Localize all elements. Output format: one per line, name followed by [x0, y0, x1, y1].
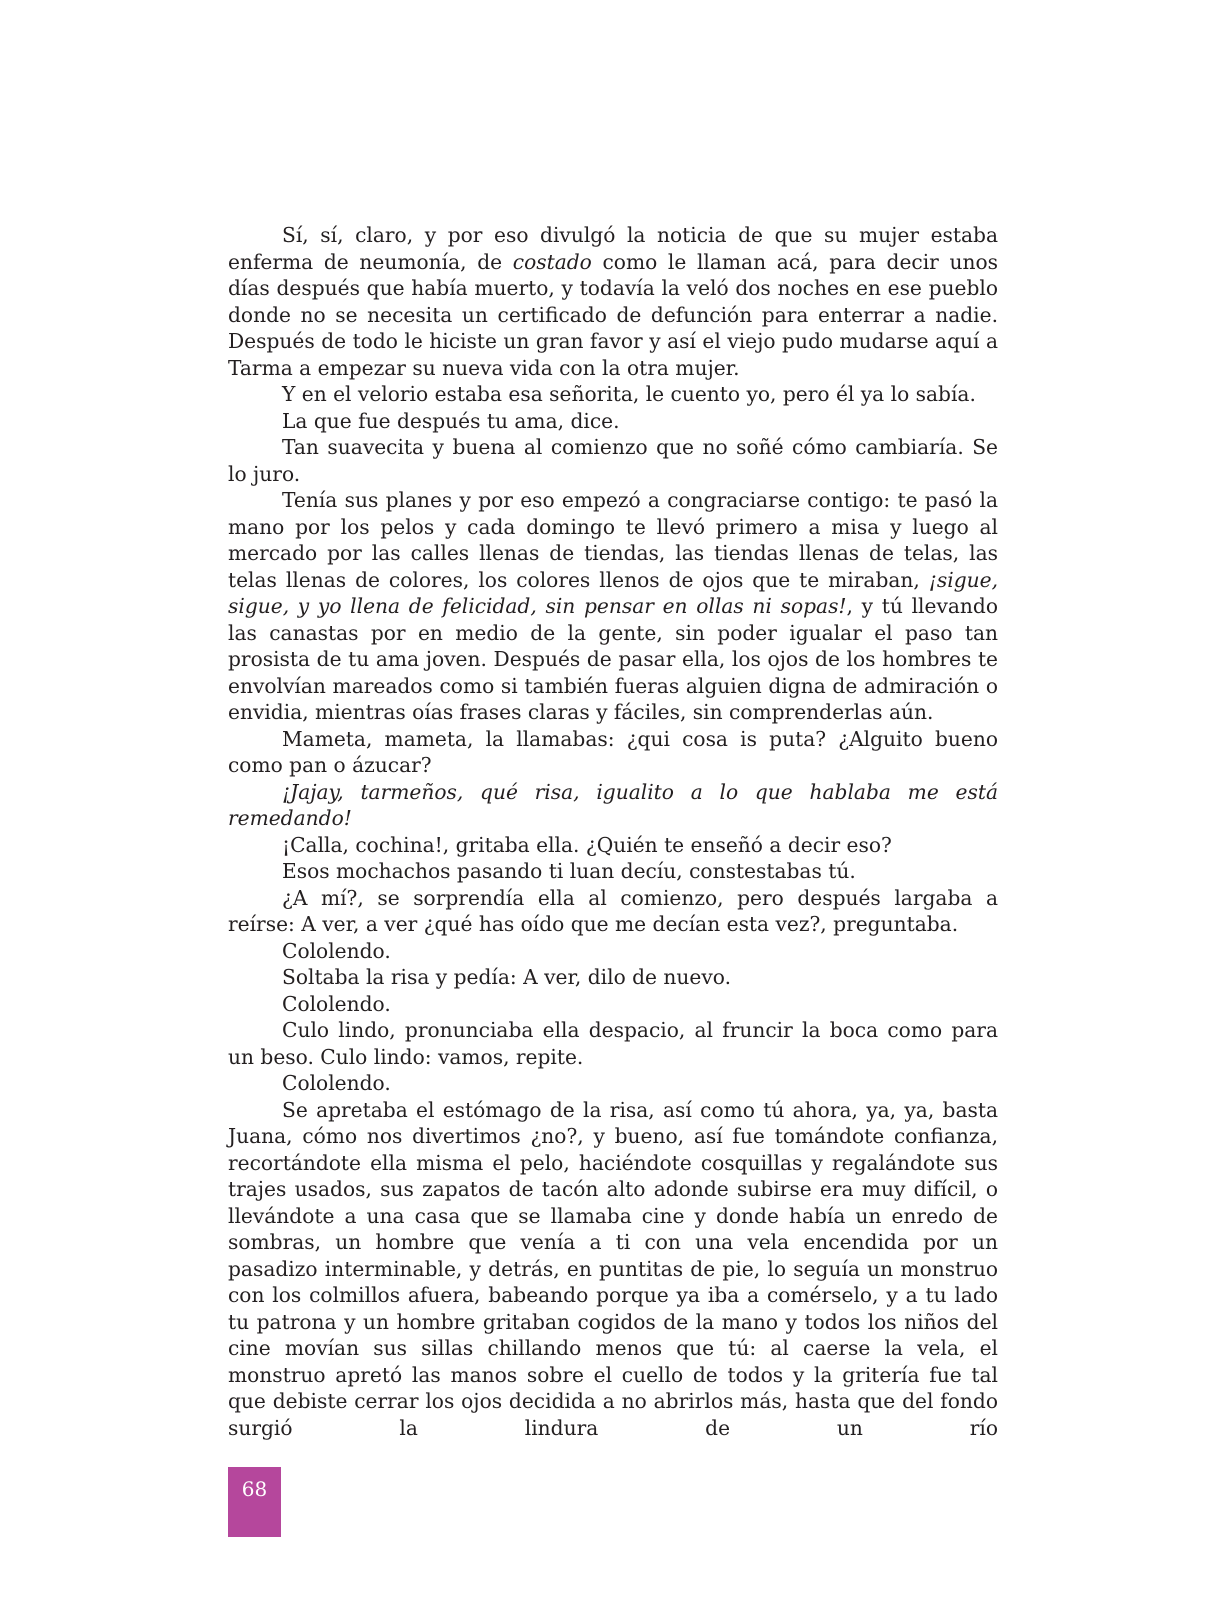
italic-phrase: ¡Jajay, tarmeños, qué risa, igualito a lo que hablaba me está remedando!: [228, 779, 998, 830]
paragraph: [228, 487, 998, 726]
page-number: 68: [241, 1477, 268, 1501]
paragraph: Esos mochachos pasando ti luan decíu, constestabas tú.: [282, 859, 856, 883]
italic-word: costado: [512, 249, 592, 274]
paragraph: ¿A mí?, se sorprendía ella al comienzo, pero después largaba a reírse: A ver, a ver ¿qué has oído que me decían esta vez?, preguntaba.: [228, 885, 998, 936]
paragraph: ¡Calla, cochina!, gritaba ella. ¿Quién te enseñó a decir eso?: [282, 832, 892, 857]
body-text: [228, 222, 998, 1441]
paragraph: Cololendo.: [282, 991, 391, 1016]
paragraph-text: Tenía sus planes y por eso empezó a congraciarse contigo: te pasó la mano por los pelos y cada domingo te llevó primero a misa y luego al mercado por las calles llenas de tiendas, las tiendas llenas de telas, las telas llenas de colores, los colores llenos de ojos que te miraban,: [228, 488, 998, 592]
paragraph-text: Sí, sí, claro, y por eso divulgó la noticia de que su mujer estaba enferma de neumonía, de: [228, 223, 998, 274]
paragraph: Soltaba la risa y pedía: A ver, dilo de nuevo.: [282, 965, 731, 989]
paragraph: Se apretaba el estómago de la risa, así como tú ahora, ya, ya, basta Juana, cómo nos divertimos ¿no?, y bueno, así fue tomándote confianza, recortándote ella misma el pelo, haciéndote cosquillas y regalándote sus trajes usados, sus zapatos de tacón alto adonde subirse era muy difícil, o llevándote a una casa que se llamaba cine y donde había un enredo de sombras, un hombre que venía a ti con una vela encendida por un pasadizo interminable, y detrás, en puntitas de pie, lo seguía un monstruo con los colmillos afuera, babeando porque ya iba a comérselo, y a tu lado tu patrona y un hombre gritaban cogidos de la mano y todos los niños del cine movían sus sillas chillando menos que tú: al caerse la vela, el monstruo apretó las manos sobre el cuello de todos y la gritería fue tal que debiste cerrar los ojos decidida a no abrirlos más, hasta que del fondo surgió la lindura de un río: [228, 1097, 998, 1440]
italic-phrase: ¡sigue, sigue, y yo llena de felicidad, sin pensar en ollas ni sopas!: [228, 567, 998, 618]
paragraph-text: como le llaman acá, para decir unos días después que había muerto, y todavía la veló dos noches en ese pueblo donde no se necesita un certificado de defunción para enterrar a nadie. Después de todo le hiciste un gran favor y así el viejo pudo mudarse aquí a Tarma a empezar su nueva vida con la otra mujer.: [228, 249, 998, 380]
paragraph: Cololendo.: [282, 1071, 391, 1095]
page-number-box: [228, 1467, 281, 1537]
paragraph: Y en el velorio estaba esa señorita, le cuento yo, pero él ya lo sabía.: [282, 382, 976, 406]
paragraph: Culo lindo, pronunciaba ella despacio, al fruncir la boca como para un beso. Culo lindo: vamos, repite.: [228, 1018, 998, 1069]
paragraph: [228, 222, 998, 381]
paragraph: La que fue después tu ama, dice.: [282, 408, 620, 433]
paragraph-text: , y tú llevando las canastas por en medio de la gente, sin poder igualar el paso tan prosista de tu ama joven. Después de pasar ella, los ojos de los hombres te envolvían mareados como si también fueras alguien digna de admiración o envidia, mientras oías frases claras y fáciles, sin comprenderlas aún.: [228, 594, 998, 724]
paragraph: Mameta, mameta, la llamabas: ¿qui cosa is puta? ¿Alguito bueno como pan o ázucar?: [228, 726, 998, 777]
paragraph: Cololendo.: [282, 938, 391, 963]
paragraph: [228, 779, 998, 832]
paragraph: Tan suavecita y buena al comienzo que no soñé cómo cambiaría. Se lo juro.: [228, 435, 998, 486]
